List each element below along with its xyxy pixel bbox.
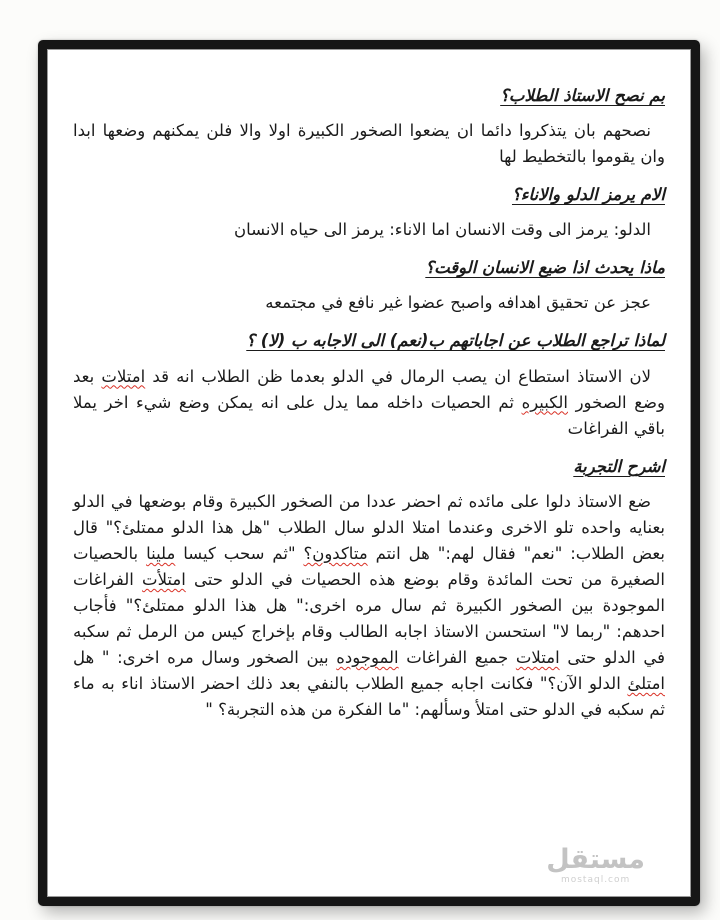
misspelled-word: امتلأت bbox=[142, 569, 186, 589]
watermark-brand: مستقل bbox=[546, 844, 645, 876]
misspelled-word: متاكدون؟ bbox=[303, 543, 368, 563]
question-heading: اشرح التجربة bbox=[573, 456, 665, 476]
document-blocks bbox=[73, 83, 665, 723]
question-heading: ماذا يحدث اذا ضيع الانسان الوقت؟ bbox=[425, 258, 665, 278]
document-page bbox=[47, 49, 691, 897]
misspelled-word: امتلئ bbox=[627, 674, 665, 694]
question-heading: بم نصح الاستاذ الطلاب؟ bbox=[500, 86, 665, 105]
question-heading: لماذا تراجع الطلاب عن اجاباتهم ب(نعم) الى الاجابه ب (لا) ؟ bbox=[246, 331, 665, 351]
answer-paragraph: ضع الاستاذ دلوا على مائده ثم احضر عددا من الصخور الكبيرة وقام بوضعها في الدلو بعنايه واحده تلو الاخرى وعندما امتلا الدلو سال الطلاب "هل هذا الدلو ممتلئ؟" قال بعض الطلاب: "نعم" فقال لهم:" هل انتم متاكدون؟ "ثم سحب كيسا ملينا بالحصيات الصغيرة من تحت المائدة وقام بوضع هذه الحصيات في الدلو حتى امتلأت الفراغات الموجودة بين الصخور الكبيرة ثم سال مره اخرى:" هل هذا الدلو ممتلئ؟" فأجاب احدهم: "ربما لا" استحسن الاستاذ اجابه الطالب وقام بإخراج كيس من الرمل ثم سكبه في الدلو حتى امتلات جميع الفراغات الموجوده بين الصخور وسال مره اخرى: " هل امتلئ الدلو الآن؟" فكانت اجابه جميع الطلاب بالنفي بعد ذلك احضر الاستاذ اناء به ماء ثم سكبه في الدلو حتى امتلأ وسألهم: "ما الفكرة من هذه التجربة؟ " bbox=[73, 491, 665, 720]
answer-paragraph: نصحهم بان يتذكروا دائما ان يضعوا الصخور الكبيرة اولا والا فلن يمكنهم وضعها ابدا وان يقوموا بالتخطيط لها bbox=[73, 121, 665, 167]
watermark-domain: mostaql.com bbox=[560, 875, 631, 885]
misspelled-word: ملينا bbox=[146, 543, 176, 563]
page-frame bbox=[38, 40, 700, 906]
misspelled-word: امتلات bbox=[515, 648, 560, 668]
answer-paragraph: عجز عن تحقيق اهدافه واصبح عضوا غير نافع في مجتمعه bbox=[265, 293, 651, 313]
question-heading: الام يرمز الدلو والاناء؟ bbox=[511, 185, 665, 205]
answer-paragraph: لان الاستاذ استطاع ان يصب الرمال في الدلو بعدما ظن الطلاب انه قد امتلات بعد وضع الصخور الكبيره ثم الحصيات داخله مما يدل على انه يمكن وضع شيء اخر يملا باقي الفراغات bbox=[73, 366, 665, 438]
watermark bbox=[546, 845, 645, 885]
misspelled-word: الموجوده bbox=[336, 648, 399, 668]
misspelled-word: الكبيره bbox=[521, 392, 568, 412]
answer-paragraph: الدلو: يرمز الى وقت الانسان اما الاناء: يرمز الى حياه الانسان bbox=[233, 220, 651, 240]
misspelled-word: امتلات bbox=[101, 366, 146, 386]
